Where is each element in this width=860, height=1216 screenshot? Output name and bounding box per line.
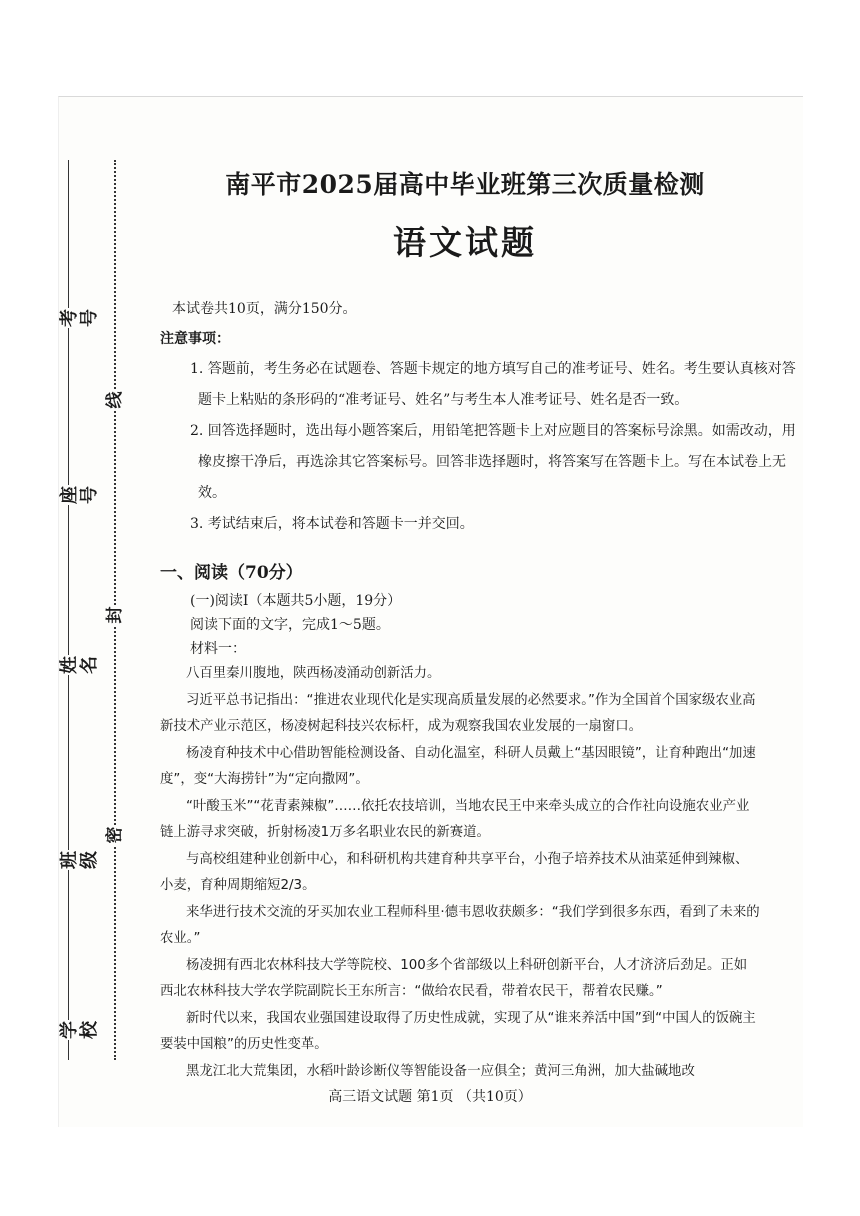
field-name: 姓名 [59,656,100,674]
exam-title: 南平市2025届高中毕业班第三次质量检测 [225,170,705,199]
page-footer: 高三语文试题 第1页 （共10页） [328,1089,532,1105]
field-school: 学校 [59,1021,100,1039]
notice-item: 1. 答题前，考生务必在试题卷、答题卡规定的地方填写自己的准考证号、姓名。考生要认真核对答题卡上粘贴的条形码的“准考证号、姓名”与考生本人准考证号、姓名是否一致。 [190,361,796,408]
reading-passage [160,661,800,1085]
exam-subject: 语文试题 [393,223,537,262]
seal-close-mark: 密 [105,826,125,844]
section-heading: 一、阅读（70分） [160,563,303,583]
passage-paragraph: 黑龙江北大荒集团，水稻叶龄诊断仪等智能设备一应俱全；黄河三角洲，加大盐碱地改 [186,1063,695,1079]
passage-paragraph: 与高校组建种业创新中心，和科研机构共建育种共享平台，小孢子培养技术从油菜延伸到辣椒、小麦，育种周期缩短2/3。 [160,851,749,893]
notice-item: 2. 回答选择题时，选出每小题答案后，用铅笔把答题卡上对应题目的答案标号涂黑。如需改动，用橡皮擦干净后，再选涂其它答案标号。回答非选择题时，将答案写在答题卡上。写在本试卷上无效。 [190,423,796,501]
field-class: 班级 [59,851,100,869]
field-seat-number: 座号 [59,486,100,504]
subsection-heading: (一)阅读Ⅰ（本题共5小题，19分） [190,593,402,609]
binding-strip [58,160,128,1060]
passage-paragraph: “叶酸玉米”“花青素辣椒”……依托农技培训，当地农民王中来牵头成立的合作社向设施农业产业链上游寻求突破，折射杨凌1万多名职业农民的新赛道。 [160,798,750,840]
material-label: 材料一： [190,641,246,657]
exam-content [160,165,800,1085]
passage-paragraph: 习近平总书记指出：“推进农业现代化是实现高质量发展的必然要求。”作为全国首个国家级农业高新技术产业示范区，杨凌树起科技兴农标杆，成为观察我国农业发展的一扇窗口。 [160,692,756,734]
notice-title: 注意事项： [160,331,230,347]
seal-seal-mark: 封 [105,606,125,624]
passage-paragraph: 来华进行技术交流的牙买加农业工程师科里·德韦恩收获颇多：“我们学到很多东西，看到了未来的农业。” [160,904,760,946]
notice-item: 3. 考试结束后，将本试卷和答题卡一并交回。 [190,516,474,532]
passage-paragraph: 杨凌育种技术中心借助智能检测设备、自动化温室，科研人员戴上“基因眼镜”，让育种跑出“加速度”，变“大海捞针”为“定向撒网”。 [160,745,756,787]
binding-solid-line [68,160,69,1060]
passage-paragraph: 八百里秦川腹地，陕西杨凌涌动创新活力。 [186,666,441,681]
notice-list [160,354,800,540]
exam-meta: 本试卷共10页，满分150分。 [172,301,357,317]
seal-line-mark: 线 [105,391,125,409]
reading-instruction: 阅读下面的文字，完成1～5题。 [190,617,390,633]
field-exam-number: 考号 [59,309,100,327]
passage-paragraph: 新时代以来，我国农业强国建设取得了历史性成就，实现了从“谁来养活中国”到“中国人的饭碗主要装中国粮”的历史性变革。 [160,1010,756,1052]
passage-paragraph: 杨凌拥有西北农林科技大学等院校、100多个省部级以上科研创新平台，人才济济后劲足。正如西北农林科技大学农学院副院长王东所言：“做给农民看，带着农民干，帮着农民赚。” [160,957,748,999]
